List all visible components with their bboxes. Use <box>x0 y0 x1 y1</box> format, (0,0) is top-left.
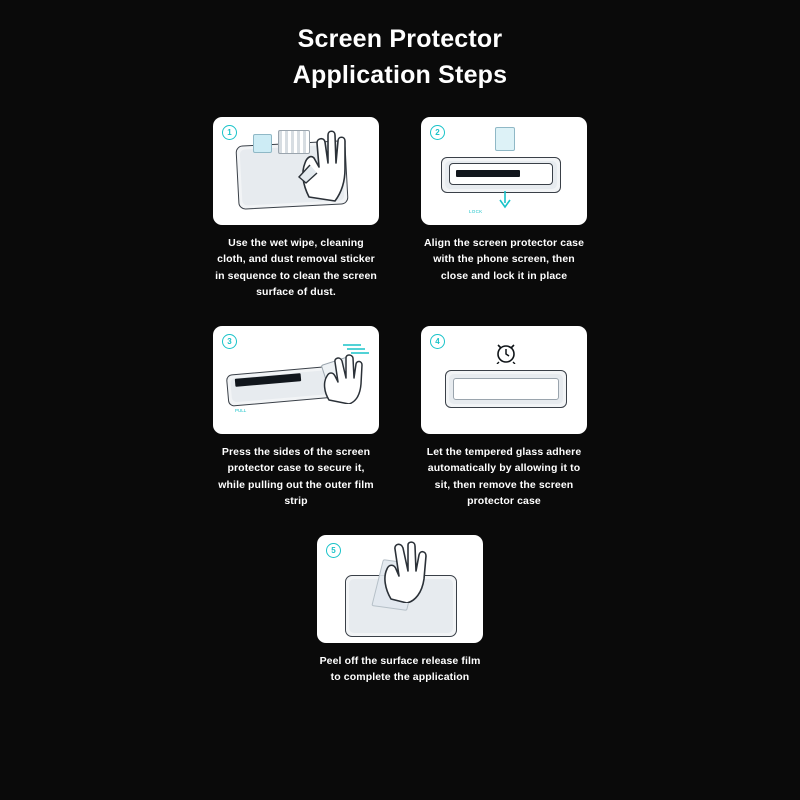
down-arrow-icon <box>499 191 511 209</box>
film-strip-icon <box>456 170 520 177</box>
step-5-illustration <box>317 535 483 643</box>
page-title <box>0 0 800 93</box>
pull-label: PULL <box>235 408 247 414</box>
step-5-caption: Peel off the surface release film to complete the application <box>319 655 481 684</box>
alarm-clock-icon <box>495 340 517 364</box>
step-4 <box>421 326 587 509</box>
motion-lines-icon <box>343 342 369 354</box>
step-4-illustration <box>421 326 587 434</box>
step-1-number-badge: 1 <box>222 125 237 140</box>
step-4-caption: Let the tempered glass adhere automatically by allowing it to sit, then remove the screen protector case <box>426 446 582 507</box>
hand-icon <box>297 125 353 203</box>
steps-row-2 <box>100 326 700 509</box>
protector-case-icon <box>449 163 553 185</box>
hand-icon <box>375 541 429 603</box>
step-3-number-badge: 3 <box>222 334 237 349</box>
protector-case-tab-icon <box>495 127 515 151</box>
wet-wipe-icon <box>253 134 272 153</box>
step-3-illustration <box>213 326 379 434</box>
step-1-illustration <box>213 117 379 225</box>
steps-grid <box>100 93 700 686</box>
step-4-number-badge: 4 <box>430 334 445 349</box>
protector-case-icon <box>453 378 559 400</box>
step-3-caption: Press the sides of the screen protector case to secure it, while pulling out the outer film strip <box>218 446 374 507</box>
step-5-number-badge: 5 <box>326 543 341 558</box>
step-2-illustration <box>421 117 587 225</box>
title-line-1: Screen Protector <box>297 25 503 53</box>
steps-row-1 <box>100 117 700 300</box>
step-3 <box>213 326 379 509</box>
lock-label: LOCK <box>469 209 483 214</box>
hand-icon <box>319 352 365 404</box>
step-1-caption: Use the wet wipe, cleaning cloth, and dust removal sticker in sequence to clean the screen surface of dust. <box>215 237 377 298</box>
step-5 <box>317 535 483 686</box>
steps-row-3 <box>100 535 700 686</box>
title-line-2: Application Steps <box>292 60 508 89</box>
step-2-caption: Align the screen protector case with the phone screen, then close and lock it in place <box>423 237 585 282</box>
step-2-number-badge: 2 <box>430 125 445 140</box>
step-1 <box>213 117 379 300</box>
step-2 <box>421 117 587 300</box>
